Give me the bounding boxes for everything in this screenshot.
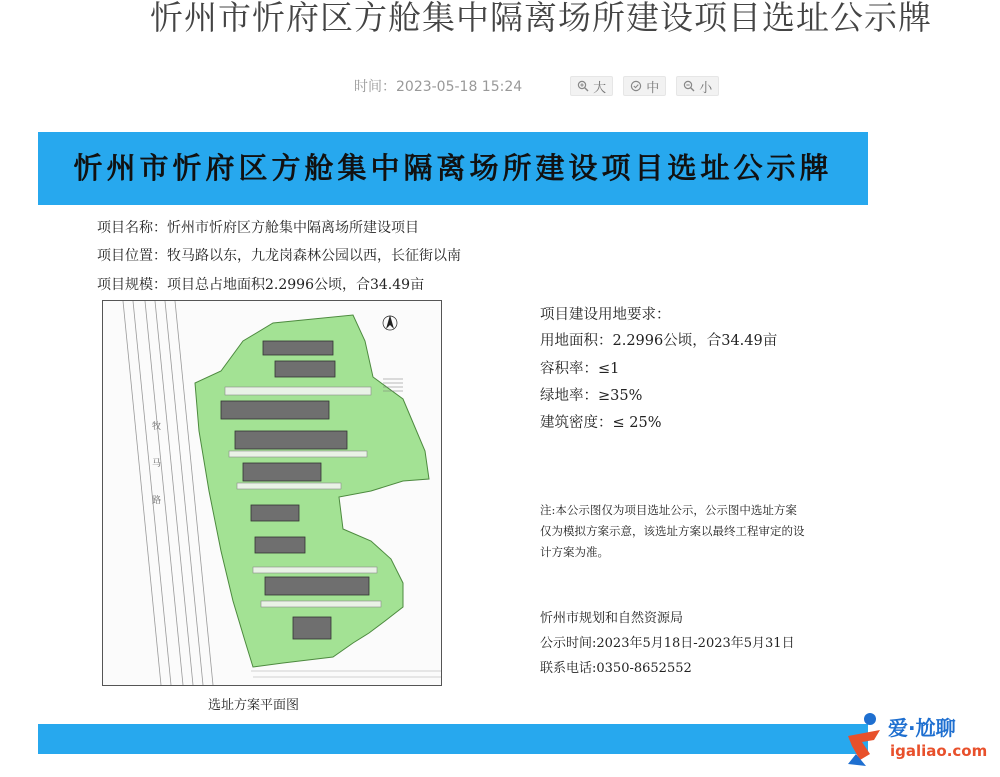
site-plan-map xyxy=(102,300,442,686)
road-label: 牧马路 xyxy=(150,421,160,532)
watermark-url: igaliao.com xyxy=(890,742,988,760)
font-size-medium-button[interactable]: 中 xyxy=(623,76,666,96)
publicity-board xyxy=(38,132,868,754)
requirements-heading: 项目建设用地要求： xyxy=(540,307,671,323)
article-headline: 忻州市忻府区方舱集中隔离场所建设项目选址公示牌 xyxy=(150,0,932,37)
font-size-large-button[interactable]: 大 xyxy=(570,76,613,96)
map-caption: 选址方案平面图 xyxy=(208,698,300,713)
requirement-item: 用地面积：2.2996公顷，合34.49亩 xyxy=(540,333,778,349)
contact-phone: 联系电话:0350-8652552 xyxy=(540,661,692,676)
zoom-reset-icon xyxy=(630,80,642,92)
zoom-in-icon xyxy=(577,80,589,92)
project-location: 项目位置：牧马路以东，九龙岗森林公园以西，长征街以南 xyxy=(97,248,461,264)
project-scale: 项目规模：项目总占地面积2.2996公顷，合34.49亩 xyxy=(97,277,425,293)
publicity-period: 公示时间:2023年5月18日-2023年5月31日 xyxy=(540,636,795,651)
disclaimer-note: 注:本公示图仅为项目选址公示，公示图中选址方案仅为模拟方案示意，该选址方案以最终工程审定的设计方案为准。 xyxy=(540,503,805,559)
font-size-small-button[interactable]: 小 xyxy=(676,76,719,96)
article-meta xyxy=(354,74,729,98)
requirement-item: 容积率：≤1 xyxy=(540,361,620,377)
watermark-text: 爱·尬聊 xyxy=(888,716,956,740)
board-title: 忻州市忻府区方舱集中隔离场所建设项目选址公示牌 xyxy=(38,132,868,205)
board-bottom-band xyxy=(38,724,868,754)
requirement-item: 绿地率：≥35% xyxy=(540,388,643,404)
publish-time: 时间：2023-05-18 15:24 xyxy=(354,79,523,95)
agency-name: 忻州市规划和自然资源局 xyxy=(540,611,684,626)
zoom-out-icon xyxy=(683,80,695,92)
watermark-logo-icon xyxy=(840,710,886,768)
requirement-item: 建筑密度：≤ 25% xyxy=(540,415,662,431)
site-plan-drawing xyxy=(103,301,441,685)
site-watermark xyxy=(840,708,995,770)
project-name: 项目名称：忻州市忻府区方舱集中隔离场所建设项目 xyxy=(97,220,419,236)
